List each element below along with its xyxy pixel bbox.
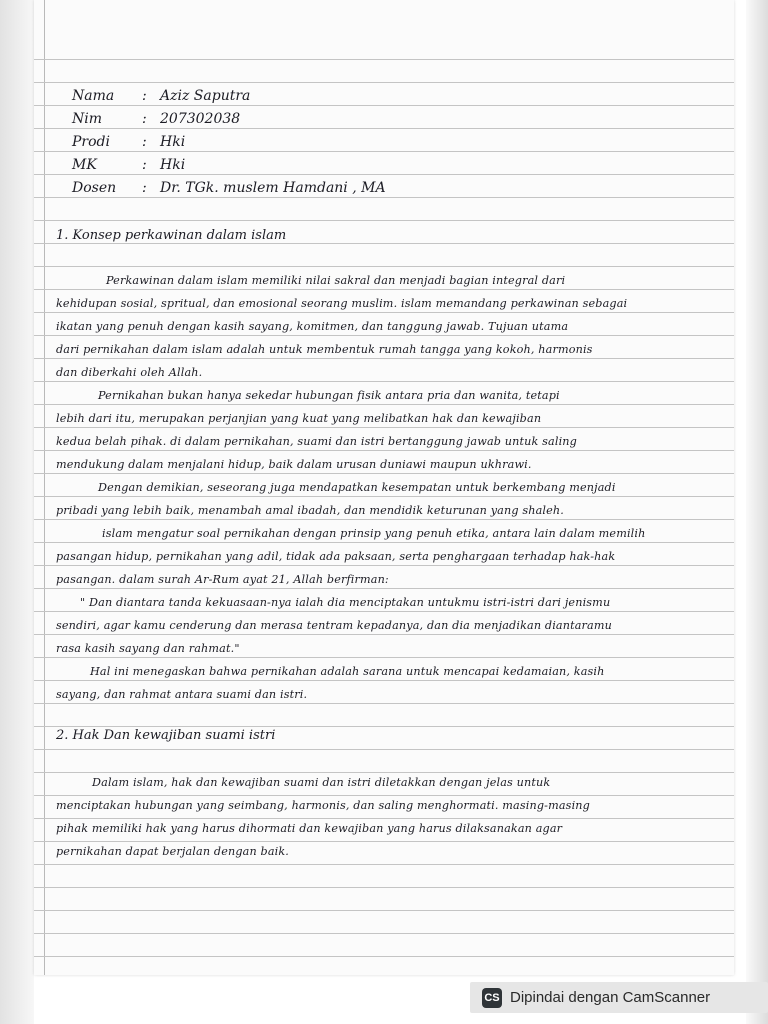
field-separator: : <box>142 111 147 127</box>
ruled-line <box>34 82 734 83</box>
ruled-line <box>34 680 734 681</box>
paragraph-line: kehidupan sosial, spritual, dan emosional seorang muslim. islam memandang perkawinan sebagai <box>56 297 628 310</box>
paragraph-line: Perkawinan dalam islam memiliki nilai sakral dan menjadi bagian integral dari <box>106 274 566 287</box>
camscanner-watermark <box>470 982 768 1013</box>
camscanner-logo-icon: CS <box>482 988 502 1008</box>
paragraph-line: dan diberkahi oleh Allah. <box>56 366 203 379</box>
field-separator: : <box>142 134 147 150</box>
field-label: Dosen <box>72 180 117 196</box>
field-value: 207302038 <box>160 111 241 127</box>
quote-line: sendiri, agar kamu cenderung dan merasa tentram kepadanya, dan dia menjadikan diantaramu <box>56 619 612 632</box>
ruled-line <box>34 197 734 198</box>
ruled-line <box>34 703 734 704</box>
ruled-line <box>34 726 734 727</box>
paragraph-line: kedua belah pihak. di dalam pernikahan, suami dan istri bertanggung jawab untuk saling <box>56 435 577 448</box>
ruled-line <box>34 473 734 474</box>
ruled-line <box>34 128 734 129</box>
paragraph-line: ikatan yang penuh dengan kasih sayang, komitmen, dan tanggung jawab. Tujuan utama <box>56 320 569 333</box>
ruled-line <box>34 956 734 957</box>
ruled-line <box>34 634 734 635</box>
ruled-line <box>34 289 734 290</box>
ruled-line <box>34 841 734 842</box>
ruled-line <box>34 105 734 106</box>
field-separator: : <box>142 180 147 196</box>
paragraph-line: menciptakan hubungan yang seimbang, harmonis, dan saling menghormati. masing-masing <box>56 799 590 812</box>
ruled-line <box>34 795 734 796</box>
paragraph-line: pihak memiliki hak yang harus dihormati dan kewajiban yang harus dilaksanakan agar <box>56 822 563 835</box>
paragraph-line: pribadi yang lebih baik, menambah amal ibadah, dan mendidik keturunan yang shaleh. <box>56 504 564 517</box>
ruled-line <box>34 887 734 888</box>
field-label: Nama <box>72 88 115 104</box>
paragraph-line: Pernikahan bukan hanya sekedar hubungan fisik antara pria dan wanita, tetapi <box>98 389 560 402</box>
section-heading: 2. Hak Dan kewajiban suami istri <box>56 728 276 743</box>
ruled-line <box>34 749 734 750</box>
ruled-line <box>34 772 734 773</box>
quote-line: " Dan diantara tanda kekuasaan-nya ialah dia menciptakan untukmu istri-istri dari jenismu <box>80 596 611 609</box>
scan-shadow-left <box>0 0 34 1024</box>
field-value: Hki <box>160 134 186 150</box>
ruled-line <box>34 220 734 221</box>
ruled-line <box>34 266 734 267</box>
paragraph-line: lebih dari itu, merupakan perjanjian yang kuat yang melibatkan hak dan kewajiban <box>56 412 542 425</box>
field-value: Hki <box>160 157 186 173</box>
quote-line: rasa kasih sayang dan rahmat." <box>56 642 240 655</box>
ruled-line <box>34 496 734 497</box>
paragraph-line: pernikahan dapat berjalan dengan baik. <box>56 845 290 858</box>
paragraph-line: pasangan hidup, pernikahan yang adil, tidak ada paksaan, serta penghargaan terhadap hak-hak <box>56 550 616 563</box>
field-label: MK <box>72 157 97 173</box>
ruled-line <box>34 933 734 934</box>
field-label: Prodi <box>72 134 110 150</box>
paragraph-line: Dengan demikian, seseorang juga mendapatkan kesempatan untuk berkembang menjadi <box>98 481 616 494</box>
ruled-line <box>34 565 734 566</box>
paragraph-line: Dalam islam, hak dan kewajiban suami dan istri diletakkan dengan jelas untuk <box>92 776 551 789</box>
watermark-text: Dipindai dengan CamScanner <box>510 989 711 1006</box>
ruled-line <box>34 910 734 911</box>
ruled-line <box>34 312 734 313</box>
field-value: Dr. TGk. muslem Hamdani , MA <box>160 180 386 196</box>
ruled-line <box>34 611 734 612</box>
ruled-line <box>34 381 734 382</box>
margin-line <box>44 0 45 975</box>
ruled-line <box>34 542 734 543</box>
paragraph-line: mendukung dalam menjalani hidup, baik dalam urusan duniawi maupun ukhrawi. <box>56 458 532 471</box>
ruled-line <box>34 657 734 658</box>
ruled-line <box>34 358 734 359</box>
ruled-line <box>34 588 734 589</box>
section-heading: 1. Konsep perkawinan dalam islam <box>56 228 287 243</box>
field-label: Nim <box>72 111 103 127</box>
ruled-line <box>34 151 734 152</box>
ruled-line <box>34 404 734 405</box>
paragraph-line: pasangan. dalam surah Ar-Rum ayat 21, Allah berfirman: <box>56 573 389 586</box>
ruled-line <box>34 450 734 451</box>
field-separator: : <box>142 157 147 173</box>
paragraph-line: Hal ini menegaskan bahwa pernikahan adalah sarana untuk mencapai kedamaian, kasih <box>90 665 605 678</box>
field-value: Aziz Saputra <box>160 88 251 104</box>
ruled-line <box>34 174 734 175</box>
field-separator: : <box>142 88 147 104</box>
ruled-line <box>34 519 734 520</box>
ruled-line <box>34 243 734 244</box>
ruled-line <box>34 427 734 428</box>
ruled-line <box>34 59 734 60</box>
paragraph-line: sayang, dan rahmat antara suami dan istri. <box>56 688 308 701</box>
paragraph-line: dari pernikahan dalam islam adalah untuk membentuk rumah tangga yang kokoh, harmonis <box>56 343 593 356</box>
ruled-line <box>34 864 734 865</box>
ruled-line <box>34 818 734 819</box>
ruled-line <box>34 335 734 336</box>
paragraph-line: islam mengatur soal pernikahan dengan prinsip yang penuh etika, antara lain dalam memilih <box>102 527 646 540</box>
